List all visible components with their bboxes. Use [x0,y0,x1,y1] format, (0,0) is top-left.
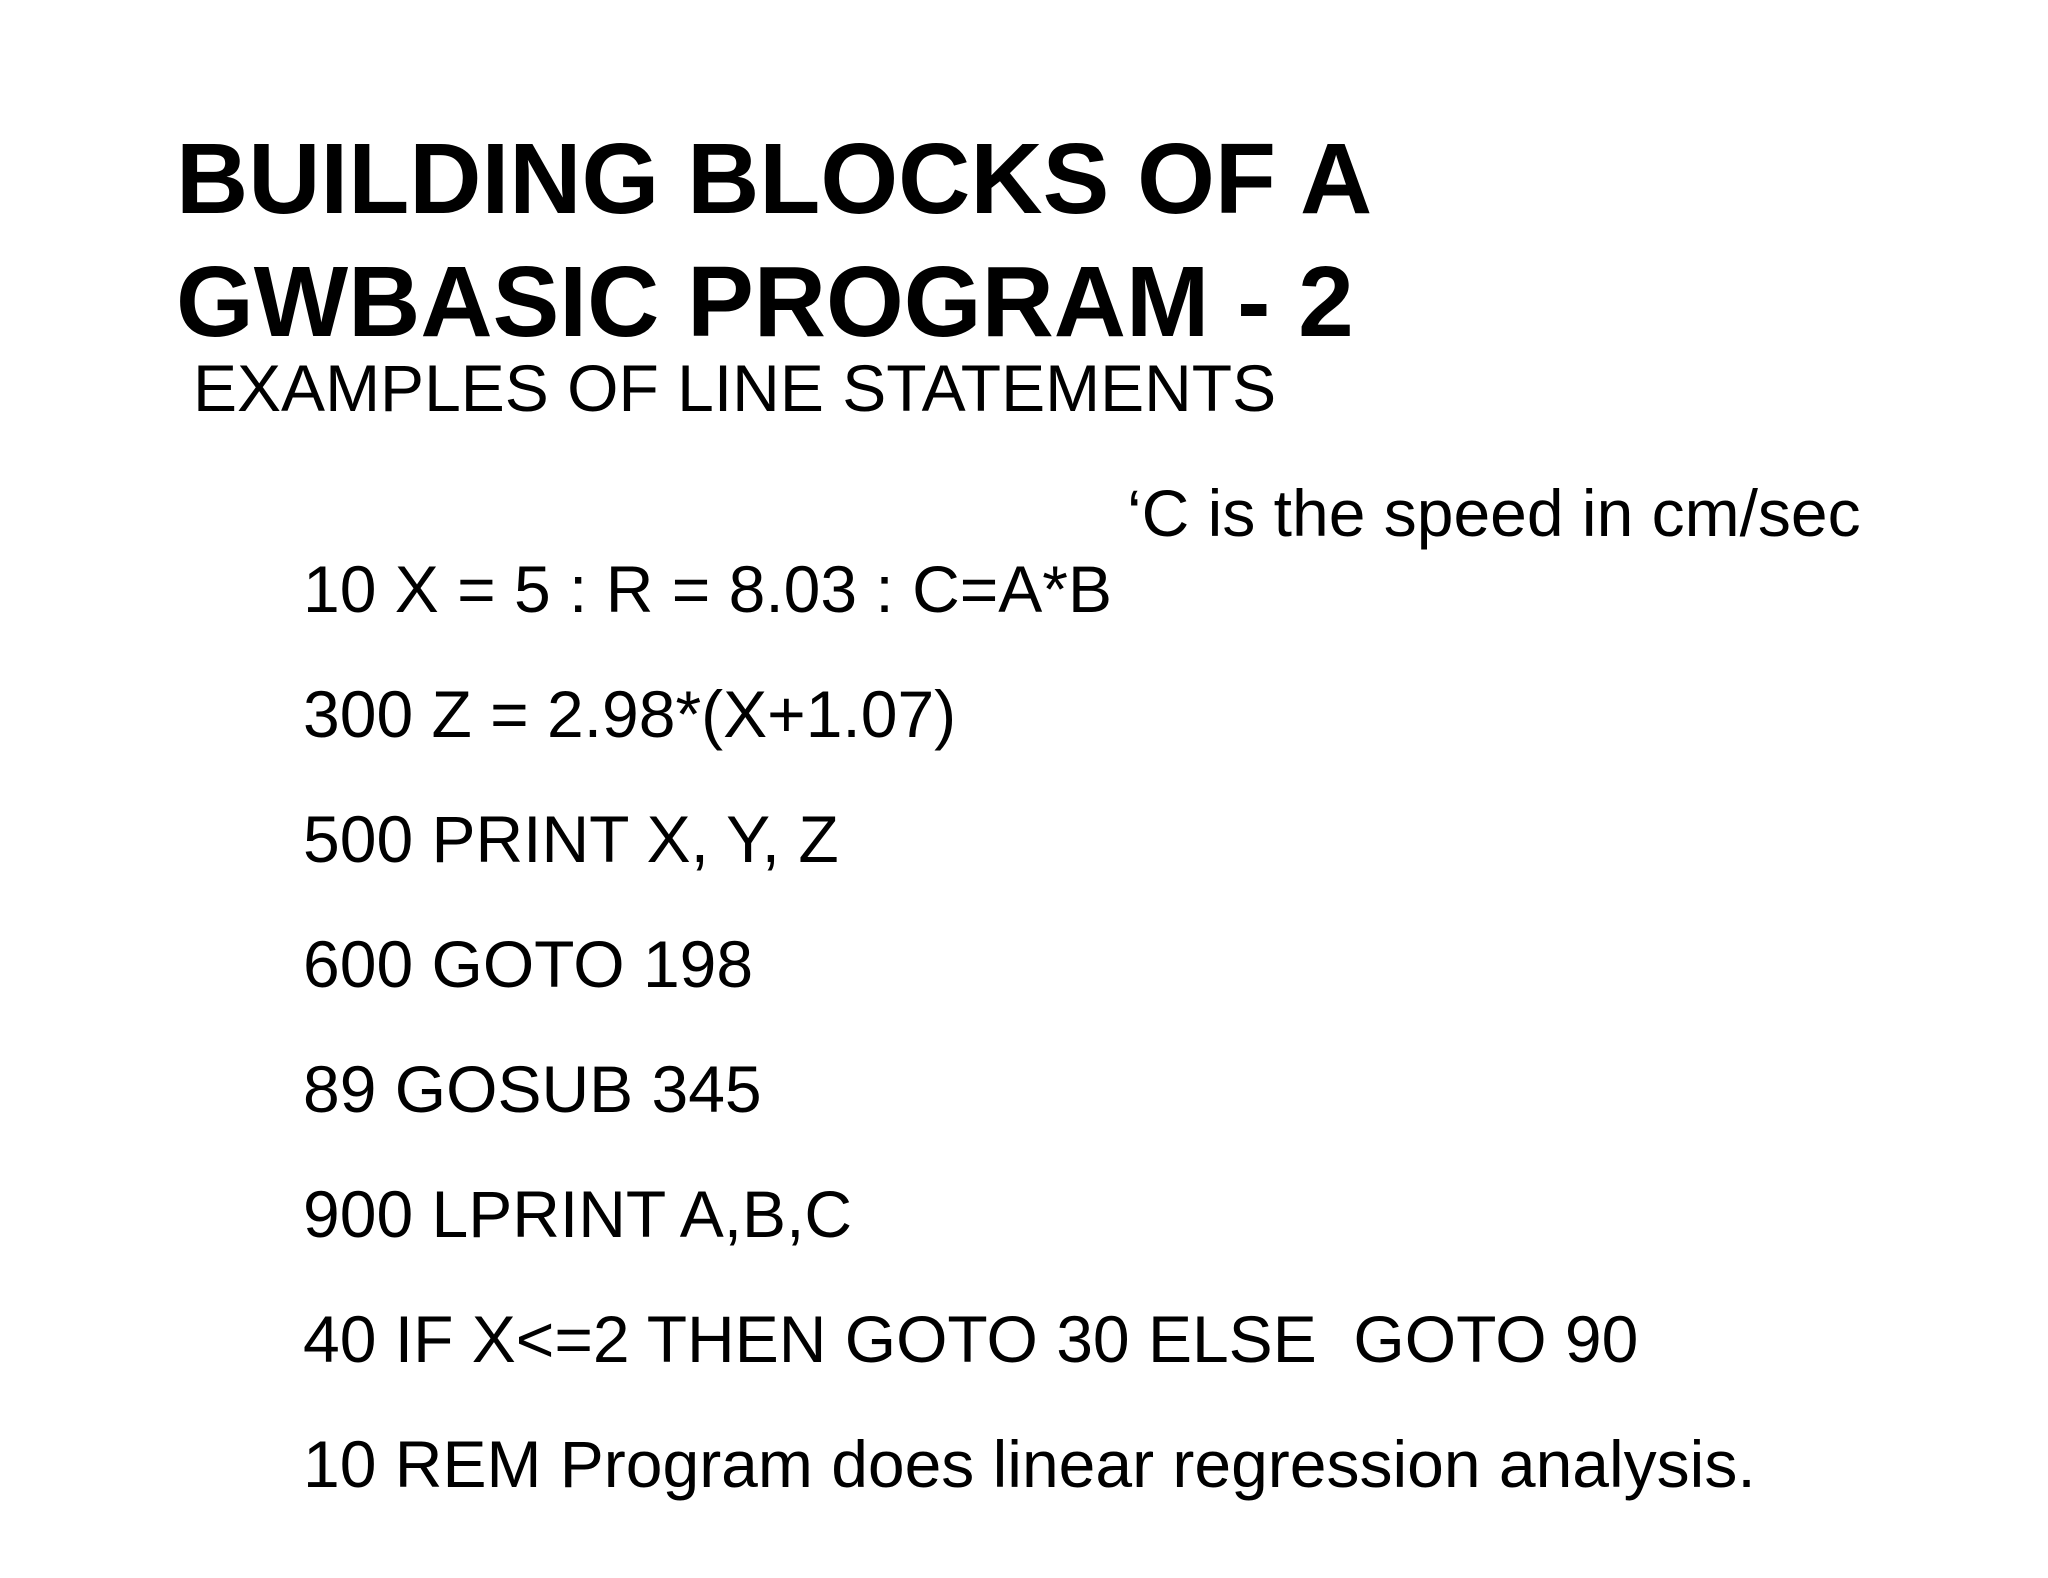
statement-comment: ‘C is the speed in cm/sec [1127,476,1861,550]
statement-code: 300 Z = 2.98*(X+1.07) [303,677,957,751]
statement-code: 89 GOSUB 345 [303,1052,762,1126]
line-statement [193,600,1756,751]
statement-code: 900 LPRINT A,B,C [303,1177,853,1251]
statement-code: 600 GOTO 198 [303,927,754,1001]
slide-title [176,118,1372,364]
title-line-2: GWBASIC PROGRAM - 2 [176,246,1354,358]
line-statement-list [193,475,1861,1501]
statement-code: 10 REM Program does linear regression analysis. [303,1427,1756,1501]
line-statement [193,475,1861,626]
section-subtitle: EXAMPLES OF LINE STATEMENTS [193,351,1277,425]
title-line-1: BUILDING BLOCKS OF A [176,123,1373,235]
line-statement [193,1350,1756,1501]
line-statement [193,975,1756,1126]
line-statement [193,850,1756,1001]
statement-code: 40 IF X<=2 THEN GOTO 30 ELSE GOTO 90 [303,1302,1639,1376]
statement-code: 500 PRINT X, Y, Z [303,802,839,876]
line-statement [193,1100,1756,1251]
line-statement [193,1225,1756,1376]
line-statement [193,725,1756,876]
statement-code: 10 X = 5 : R = 8.03 : C=A*B [303,552,1113,626]
